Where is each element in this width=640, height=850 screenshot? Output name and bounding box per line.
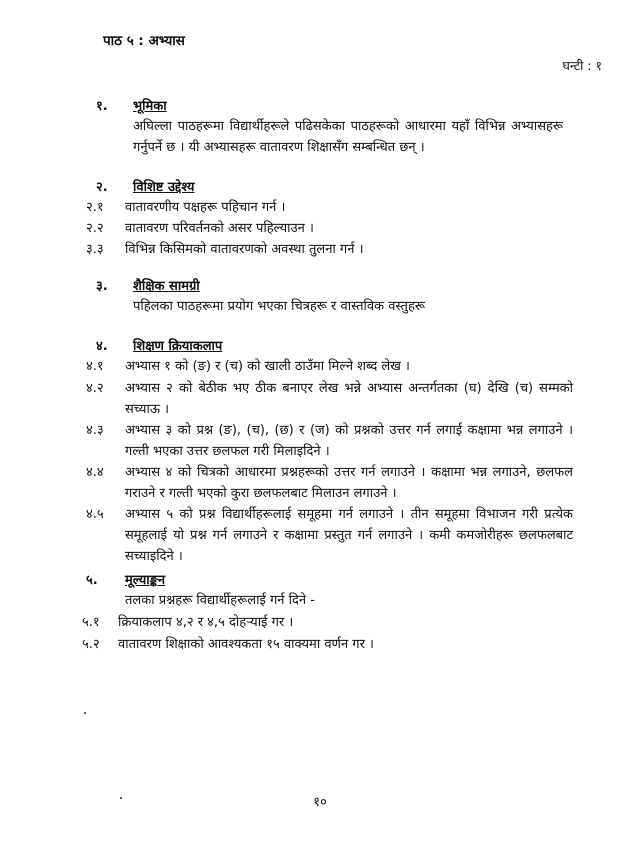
item-number: २.१ <box>86 200 104 215</box>
item-number: ४.५ <box>86 507 104 522</box>
section-activities <box>0 336 640 564</box>
item-text: अभ्यास ३ को प्रश्न (ङ), (च), (छ) र (ज) को प्रश्नको उत्तर गर्न लगाई कक्षामा भन्न लगाउने । गल्ती भएका उत्तर छलफल गरी मिलाइदिने । <box>125 423 573 459</box>
section-heading: शैक्षिक सामग्री <box>133 279 200 294</box>
item-number: ५.२ <box>82 637 100 652</box>
item-text: वातावरण शिक्षाको आवश्यकता १५ वाक्यमा वर्णन गर । <box>118 637 374 652</box>
item-text: वातावरण परिवर्तनको असर पहिल्याउन । <box>125 221 314 236</box>
section-paragraph: पहिलका पाठहरूमा प्रयोग भएका चित्रहरू र वास्तविक वस्तुहरू <box>133 299 425 314</box>
item-number: ४.२ <box>86 381 104 396</box>
section-evaluation <box>0 570 640 652</box>
item-text: विभिन्न किसिमको वातावरणको अवस्था तुलना गर्न । <box>125 242 364 257</box>
item-number: ३.३ <box>86 242 104 257</box>
section-intro: तलका प्रश्नहरू विद्यार्थीहरूलाई गर्न दिने - <box>125 593 315 608</box>
item-number: ४.१ <box>86 359 104 374</box>
item-number: ४.४ <box>86 465 104 480</box>
item-number: ४.३ <box>86 423 104 438</box>
period-label: घन्टी : १ <box>562 58 602 73</box>
section-number: ३. <box>96 279 108 294</box>
item-number: ५.१ <box>82 615 100 630</box>
section-introduction <box>0 96 640 155</box>
lesson-title: पाठ ५ : अभ्यास <box>103 33 185 49</box>
section-number: ५. <box>86 573 98 588</box>
page-number: १० <box>313 795 327 810</box>
item-number: २.२ <box>86 221 104 236</box>
item-text: अभ्यास १ को (ङ) र (च) को खाली ठाउँमा मिल्ने शब्द लेख । <box>125 359 410 374</box>
section-heading: भूमिका <box>133 99 167 114</box>
section-materials <box>0 276 640 314</box>
section-heading: मूल्याङ्कन <box>125 573 166 588</box>
section-objectives <box>0 177 640 257</box>
section-number: ४. <box>96 339 108 354</box>
section-heading: विशिष्ट उद्देश्य <box>133 180 195 195</box>
scan-speck <box>84 712 86 714</box>
item-text: क्रियाकलाप ४,२ र ४,५ दोहऱ्याई गर । <box>118 615 294 630</box>
item-text: अभ्यास ४ को चित्रको आधारमा प्रश्नहरूको उत्तर गर्न लगाउने । कक्षामा भन्न लगाउने, छलफल गराउने र गल्ती भएको कुरा छलफलबाट मिलाउन लगाउने । <box>125 465 573 501</box>
section-number: २. <box>96 180 108 195</box>
item-text: अभ्यास २ को बेठीक भए ठीक बनाएर लेख भन्ने अभ्यास अन्तर्गतका (घ) देखि (च) सम्मको सच्याऊ । <box>125 381 573 417</box>
section-heading: शिक्षण क्रियाकलाप <box>133 339 223 354</box>
item-text: वातावरणीय पक्षहरू पहिचान गर्न । <box>125 200 286 215</box>
section-paragraph: अघिल्ला पाठहरूमा विद्यार्थीहरूले पढिसकेका पाठहरूको आधारमा यहाँ विभिन्न अभ्यासहरू गर्नुपर्ने छ । यी अभ्यासहरू वातावरण शिक्षासँग सम्बन्धित छन् । <box>133 119 563 155</box>
item-text: अभ्यास ५ को प्रश्न विद्यार्थीहरूलाई समूहमा गर्न लगाउने । तीन समूहमा विभाजन गरी प्रत्येक समूहलाई यो प्रश्न गर्न लगाउने र कक्षामा प्रस्तुत गर्न लगाउने । कमी कमजोरीहरू छलफलबाट सच्याइदिने । <box>125 507 573 564</box>
section-number: १. <box>96 99 108 114</box>
